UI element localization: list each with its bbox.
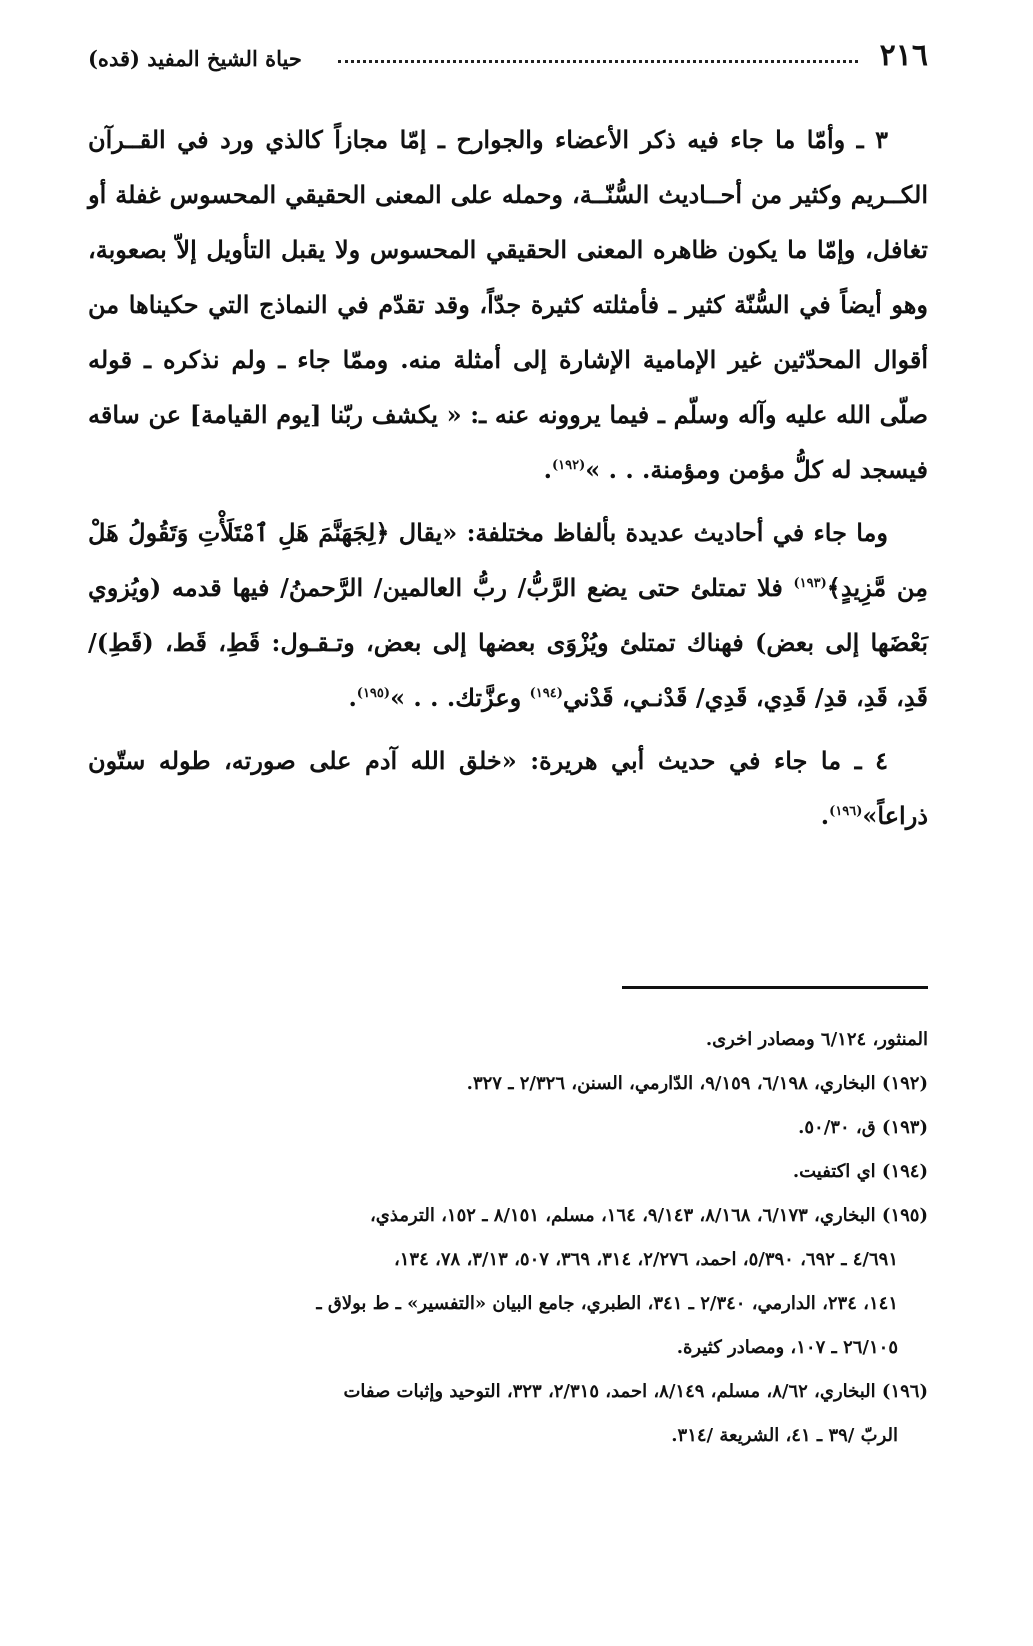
footnote-ref-194: (١٩٤) <box>529 686 563 701</box>
body-text <box>88 112 928 851</box>
footnote-195-line-1: (١٩٥) البخاري، ٦/١٧٣، ٨/١٦٨، ٩/١٤٣، ١٦٤، مسلم، ٨/١٥١ ـ ١٥٢، الترمذي، <box>369 1205 928 1226</box>
footnote-194: (١٩٤) اي اكتفيت. <box>792 1161 928 1182</box>
header-dot-leader <box>338 60 858 63</box>
footnotes <box>88 1018 928 1458</box>
paragraph-4: ٤ ـ ما جاء في حديث أبي هريرة: «خلق الله آدم على صورته، طوله ستّون ذراعاً»$^{(١٩٦)}$. <box>88 746 928 830</box>
paragraph-quran-text-a: وما جاء في أحاديث عديدة بألفاظ مختلفة: «يقال ﴿لِجَهَنَّمَ هَلِ ٱمْتَلَأْتِ وَتَقُولُ هَلْ مِن مَّزِيدٍ﴾ <box>88 518 929 602</box>
paragraph-quran-text-c: وعزَّتك. . . » <box>390 683 522 712</box>
paragraph-quran: وما جاء في أحاديث عديدة بألفاظ مختلفة: «يقال ﴿لِجَهَنَّمَ هَلِ ٱمْتَلَأْتِ وَتَقُولُ هَلْ مِن مَّزِيدٍ﴾$^{(١٩٣)}$ فلا تمتلئ حتى يضع الرَّبُّ/ ربُّ العالمين/ الرَّحمنُ/ فيها قدمه (ويُزوي بَعْضَها إلى بعض) فهناك تمتلئ ويُزْوَى بعضها إلى بعض، وتـقـول: قَطِ، قَط، (قَطِ)/ قَدِ، قَدِ، قدِ/ قَدِي، قَدِي/ قَدْنـي، قَدْني$^{(١٩٤)}$ وعزَّتك. . . »$^{(١٩٥)}$. <box>88 518 929 712</box>
footnote-192: (١٩٢) البخاري، ٦/١٩٨، ٩/١٥٩، الدّارمي، السنن، ٢/٣٢٦ ـ ٣٢٧. <box>466 1073 928 1094</box>
page-number: ٢١٦ <box>879 38 928 73</box>
footnote-ref-196: (١٩٦) <box>829 804 863 819</box>
paragraph-3: ٣ ـ وأمّا ما جاء فيه ذكر الأعضاء والجوارح ـ إمّا مجازاً كالذي ورد في القــرآن الكــريم وكثير من أحــاديث السُّنّــة، وحمله على المعنى الحقيقي المحسوس غفلة أو تغافل، وإمّا ما يكون ظاهره المعنى الحقيقي المحسوس ولا يقبل التأويل إلاّ بصعوبة، وهو أيضاً في السُّنّة كثير ـ فأمثلته كثيرة جدّاً، وقد تقدّم في النماذج التي حكيناها من أقوال المحدّثين غير الإمامية الإشارة إلى أمثلة منه. وممّا جاء ـ ولم نذكره ـ قوله صلّى الله عليه وآله وسلّم ـ فيما يروونه عنه ـ: « يكشف ربّنا [يوم القيامة] عن ساقه فيسجد له كلُّ مؤمن ومؤمنة. . . »$^{(١٩٢)}$. <box>88 125 928 484</box>
footnote-195-line-4: ٢٦/١٠٥ ـ ١٠٧، ومصادر كثيرة. <box>676 1337 898 1358</box>
footnote-ref-193: (١٩٣) <box>793 576 827 591</box>
footnote-193: (١٩٣) ق، ٥٠/٣٠. <box>798 1117 928 1138</box>
footnote-196-line-1: (١٩٦) البخاري، ٨/٦٢، مسلم، ٨/١٤٩، احمد، ٢/٣١٥، ٣٢٣، التوحيد وإثبات صفات <box>343 1381 928 1402</box>
paragraph-3-text: ٣ ـ وأمّا ما جاء فيه ذكر الأعضاء والجوارح ـ إمّا مجازاً كالذي ورد في القــرآن الكــريم وكثير من أحــاديث السُّنّــة، وحمله على المعنى الحقيقي المحسوس غفلة أو تغافل، وإمّا ما يكون ظاهره المعنى الحقيقي المحسوس ولا يقبل التأويل إلاّ بصعوبة، وهو أيضاً في السُّنّة كثير ـ فأمثلته كثيرة جدّاً، وقد تقدّم في النماذج التي حكيناها من أقوال المحدّثين غير الإمامية الإشارة إلى أمثلة منه. وممّا جاء ـ ولم نذكره ـ قوله صلّى الله عليه وآله وسلّم ـ فيما يروونه عنه ـ: « يكشف ربّنا [يوم القيامة] عن ساقه فيسجد له كلُّ مؤمن ومؤمنة. . . » <box>88 125 928 484</box>
running-title: حياة الشيخ المفيد (قده) <box>88 46 302 71</box>
paragraph-quran-text-b: فلا تمتلئ حتى يضع الرَّبُّ/ ربُّ العالمين/ الرَّحمنُ/ فيها قدمه (ويُزوي بَعْضَها إلى بعض) فهناك تمتلئ ويُزْوَى بعضها إلى بعض، وتـقـول: قَطِ، قَط، (قَطِ)/ قَدِ، قَدِ، قدِ/ قَدِي، قَدِي/ قَدْنـي، قَدْني <box>88 573 928 712</box>
page-header <box>88 38 928 78</box>
footnote-continuation: المنثور، ٦/١٢٤ ومصادر اخرى. <box>705 1029 928 1050</box>
footnote-ref-195: (١٩٥) <box>356 686 391 701</box>
footnote-divider <box>622 986 928 989</box>
paragraph-4-text: ٤ ـ ما جاء في حديث أبي هريرة: «خلق الله آدم على صورته، طوله ستّون ذراعاً» <box>88 746 928 830</box>
footnote-195-line-2: ٤/٦٩١ ـ ٦٩٢، ٥/٣٩٠، احمد، ٢/٢٧٦، ٣١٤، ٣٦٩، ٥٠٧، ٣/١٣، ٧٨، ١٣٤، <box>393 1249 898 1270</box>
footnote-195-line-3: ١٤١، ٢٣٤، الدارمي، ٢/٣٤٠ ـ ٣٤١، الطبري، جامع البيان «التفسير» ـ ط بولاق ـ <box>316 1293 898 1314</box>
footnote-ref-192: (١٩٢) <box>551 458 586 473</box>
footnote-196-line-2: الربّ /٣٩ ـ ٤١، الشريعة /٣١٤. <box>671 1425 898 1446</box>
